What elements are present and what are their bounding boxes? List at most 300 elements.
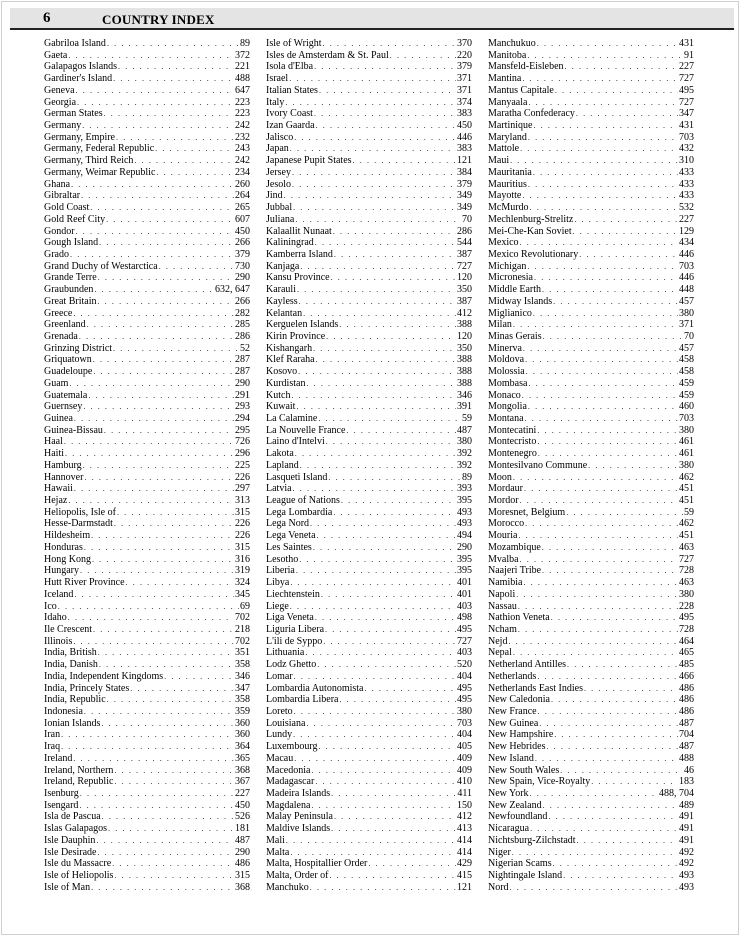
index-entry: [488, 729, 694, 741]
index-entry: [488, 683, 694, 695]
dot-leader: [284, 190, 456, 202]
entry-name: Middle Earth: [488, 284, 542, 296]
dot-leader: [293, 729, 456, 741]
dot-leader: [579, 249, 678, 261]
dot-leader: [334, 811, 456, 823]
entry-name: Georgia: [44, 96, 77, 108]
entry-page-number: 358: [235, 694, 250, 706]
index-entry: [44, 765, 250, 777]
entry-name: Ile Crescent: [44, 623, 93, 635]
entry-name: Maldive Islands: [266, 823, 331, 835]
entry-page-number: 493: [679, 870, 694, 882]
index-entry: [266, 729, 472, 741]
entry-page-number: 410: [457, 776, 472, 788]
entry-page-number: 315: [235, 506, 250, 518]
dot-leader: [323, 38, 456, 50]
entry-page-number: 532: [679, 202, 694, 214]
entry-name: Mali: [266, 834, 285, 846]
dot-leader: [112, 858, 234, 870]
entry-name: Mongolia: [488, 401, 527, 413]
entry-name: Isle of Heliopolis: [44, 870, 114, 882]
dot-leader: [311, 765, 456, 777]
dot-leader: [300, 460, 456, 472]
entry-name: Micronesia: [488, 272, 533, 284]
entry-name: Hutt River Province: [44, 577, 125, 589]
entry-name: Iceland: [44, 588, 74, 600]
entry-name: Kamberra Island: [266, 248, 333, 260]
dot-leader: [61, 729, 234, 741]
dot-leader: [528, 179, 678, 191]
entry-name: Nicaragua: [488, 823, 530, 835]
index-entry: [44, 589, 250, 601]
entry-name: Manyaala: [488, 96, 528, 108]
dot-leader: [65, 448, 234, 460]
entry-page-number: 70: [462, 213, 472, 225]
entry-name: Lithuania: [266, 647, 305, 659]
index-entry: [266, 261, 472, 273]
entry-page-number: 393: [457, 483, 472, 495]
entry-page-number: 486: [679, 682, 694, 694]
dot-leader: [108, 823, 234, 835]
entry-page-number: 395: [457, 565, 472, 577]
entry-page-number: 488, 704: [659, 788, 694, 799]
index-entry: [44, 706, 250, 718]
index-entry: [44, 554, 250, 566]
dot-leader: [91, 882, 234, 894]
entry-page-number: 459: [679, 377, 694, 389]
index-entry: [44, 284, 250, 296]
entry-page-number: 226: [235, 518, 250, 530]
entry-page-number: 388: [457, 354, 472, 366]
entry-page-number: 387: [457, 295, 472, 307]
dot-leader: [94, 284, 214, 296]
index-entry: [266, 460, 472, 472]
dot-leader: [513, 472, 678, 484]
dot-leader: [518, 530, 678, 542]
entry-page-number: 371: [679, 319, 694, 331]
index-entry: [44, 132, 250, 144]
entry-name: Libya: [266, 577, 290, 589]
entry-page-number: 351: [235, 647, 250, 659]
entry-name: Isengard: [44, 799, 79, 811]
entry-name: Michigan: [488, 260, 527, 272]
dot-leader: [297, 284, 456, 296]
index-entry: [44, 331, 250, 343]
index-entry: [488, 823, 694, 835]
entry-page-number: 495: [457, 682, 472, 694]
entry-page-number: 429: [457, 858, 472, 870]
dot-leader: [97, 847, 234, 859]
entry-page-number: 607: [235, 213, 250, 225]
entry-page-number: 347: [679, 108, 694, 120]
index-entry: [266, 214, 472, 226]
entry-page-number: 401: [457, 577, 472, 589]
index-entry: [266, 425, 472, 437]
entry-page-number: 226: [235, 471, 250, 483]
index-entry: [266, 108, 472, 120]
entry-page-number: 434: [679, 237, 694, 249]
dot-leader: [331, 788, 456, 800]
dot-leader: [530, 788, 658, 800]
entry-page-number: 404: [457, 729, 472, 741]
index-entry: [266, 718, 472, 730]
entry-page-number: 388: [457, 366, 472, 378]
entry-page-number: 392: [457, 459, 472, 471]
dot-leader: [548, 811, 678, 823]
entry-page-number: 91: [684, 49, 694, 61]
entry-name: Greece: [44, 307, 73, 319]
index-entry: [44, 108, 250, 120]
dot-leader: [339, 694, 456, 706]
entry-page-number: 433: [679, 166, 694, 178]
dot-leader: [365, 683, 457, 695]
index-entry: [266, 436, 472, 448]
index-entry: [266, 97, 472, 109]
entry-name: Montana: [488, 413, 524, 424]
dot-leader: [101, 718, 234, 730]
dot-leader: [114, 776, 234, 788]
entry-page-number: 349: [457, 202, 472, 214]
entry-name: Louisiana: [266, 717, 306, 729]
dot-leader: [533, 308, 678, 320]
index-entry: [488, 132, 694, 144]
dot-leader: [523, 343, 678, 355]
index-entry: [44, 823, 250, 835]
entry-page-number: 465: [679, 647, 694, 659]
dot-leader: [390, 50, 456, 62]
dot-leader: [130, 683, 234, 695]
entry-name: Gabriloa Island: [44, 38, 106, 49]
index-entry: [488, 577, 694, 589]
dot-leader: [155, 143, 234, 155]
dot-leader: [306, 718, 456, 730]
entry-page-number: 243: [235, 143, 250, 155]
dot-leader: [76, 226, 234, 238]
entry-page-number: 290: [235, 377, 250, 389]
dot-leader: [512, 847, 678, 859]
index-entry: [266, 647, 472, 659]
entry-page-number: 383: [457, 143, 472, 155]
dot-leader: [341, 495, 456, 507]
entry-page-number: 392: [457, 448, 472, 460]
dot-leader: [368, 858, 456, 870]
index-entry: [488, 612, 694, 624]
entry-name: Mouria: [488, 530, 518, 542]
entry-page-number: 285: [235, 319, 250, 331]
entry-name: Nassau: [488, 600, 517, 612]
entry-name: New Hebrides: [488, 741, 546, 753]
dot-leader: [346, 425, 456, 437]
entry-page-number: 120: [457, 272, 472, 284]
dot-leader: [310, 882, 456, 894]
dot-leader: [533, 120, 678, 132]
entry-page-number: 380: [679, 588, 694, 600]
entry-name: Gondor: [44, 225, 75, 237]
entry-name: Madeira Islands: [266, 788, 331, 799]
entry-name: Lakota: [266, 448, 294, 460]
entry-name: Latvia: [266, 483, 292, 495]
index-entry: [44, 366, 250, 378]
entry-page-number: 451: [679, 483, 694, 495]
entry-page-number: 218: [235, 623, 250, 635]
dot-leader: [510, 882, 678, 894]
dot-leader: [537, 671, 678, 683]
entry-name: Germany, Empire: [44, 131, 115, 143]
dot-leader: [508, 636, 678, 648]
entry-name: Islas Galapagos: [44, 823, 108, 835]
dot-leader: [68, 612, 234, 624]
entry-page-number: 89: [462, 471, 472, 483]
entry-name: Ionian Islands: [44, 717, 101, 729]
entry-name: Kanjaga: [266, 260, 300, 272]
index-entry: [266, 495, 472, 507]
index-entry: [266, 518, 472, 530]
dot-leader: [295, 214, 461, 226]
dot-leader: [293, 202, 456, 214]
dot-leader: [334, 249, 456, 261]
entry-page-number: 491: [679, 834, 694, 846]
dot-leader: [79, 331, 234, 343]
entry-name: Lega Veneta: [266, 530, 316, 542]
entry-page-number: 313: [235, 495, 250, 507]
entry-name: L'ili de Syppo: [266, 635, 323, 647]
dot-leader: [353, 155, 456, 167]
index-entry: [488, 343, 694, 355]
entry-name: Kirin Province: [266, 330, 326, 342]
page-title: COUNTRY INDEX: [102, 12, 215, 27]
entry-page-number: 487: [235, 834, 250, 846]
entry-page-number: 432: [679, 143, 694, 155]
entry-name: Netherlands: [488, 670, 537, 682]
entry-page-number: 498: [457, 612, 472, 624]
entry-page-number: 59: [684, 506, 694, 518]
index-entry: [44, 741, 250, 753]
entry-name: Macau: [266, 752, 294, 764]
index-entry: [44, 495, 250, 507]
dot-leader: [317, 530, 456, 542]
entry-name: Mauritania: [488, 166, 532, 178]
entry-page-number: 379: [457, 178, 472, 190]
entry-name: Lasqueti Island: [266, 471, 328, 483]
entry-name: Nightingale Island: [488, 870, 563, 882]
dot-leader: [554, 729, 678, 741]
index-entry: [266, 167, 472, 179]
entry-name: Kerguelen Islands: [266, 319, 339, 331]
entry-page-number: 730: [235, 260, 250, 272]
dot-leader: [313, 343, 456, 355]
dot-leader: [326, 331, 456, 343]
entry-name: Laino d'Intelvi: [266, 436, 325, 448]
dot-leader: [525, 518, 678, 530]
dot-leader: [321, 589, 456, 601]
entry-name: Germany, Federal Republic: [44, 143, 155, 155]
index-entry: [44, 636, 250, 648]
dot-leader: [290, 577, 456, 589]
index-entry: [488, 226, 694, 238]
index-entry: [266, 870, 472, 882]
entry-name: Liguria Libera: [266, 623, 325, 635]
entry-name: New Zealand: [488, 799, 542, 811]
entry-name: Minerva: [488, 342, 522, 354]
entry-page-number: 287: [235, 354, 250, 366]
entry-name: Isle du Massacre: [44, 858, 112, 870]
entry-page-number: 451: [679, 530, 694, 542]
dot-leader: [98, 272, 234, 284]
entry-name: Hildesheim: [44, 530, 91, 542]
dot-leader: [584, 683, 678, 695]
entry-page-number: 223: [235, 96, 250, 108]
entry-name: Jalisco: [266, 131, 294, 143]
dot-leader: [525, 354, 678, 366]
dot-leader: [290, 847, 456, 859]
dot-leader: [114, 870, 234, 882]
entry-page-number: 409: [457, 752, 472, 764]
dot-leader: [339, 319, 456, 331]
dot-leader: [319, 85, 456, 97]
entry-page-number: 290: [457, 541, 472, 553]
dot-leader: [299, 554, 456, 566]
index-entry: [44, 226, 250, 238]
entry-page-number: 485: [679, 659, 694, 671]
entry-page-number: 412: [457, 811, 472, 823]
entry-name: Germany, Third Reich: [44, 155, 134, 167]
dot-leader: [81, 190, 234, 202]
entry-page-number: 466: [679, 670, 694, 682]
dot-leader: [563, 870, 678, 882]
entry-page-number: 242: [235, 120, 250, 132]
entry-page-number: 431: [679, 120, 694, 132]
index-entry: [488, 835, 694, 847]
entry-page-number: 384: [457, 166, 472, 178]
index-column-1: [44, 38, 250, 893]
index-entry: [44, 272, 250, 284]
index-column-2: [266, 38, 472, 893]
dot-leader: [80, 565, 234, 577]
index-entry: [266, 237, 472, 249]
entry-page-number: 70: [684, 330, 694, 342]
index-entry: [44, 85, 250, 97]
index-entry: [266, 366, 472, 378]
entry-page-number: 291: [235, 389, 250, 401]
dot-leader: [294, 671, 456, 683]
index-entry: [488, 800, 694, 812]
entry-name: Netherland Antilles: [488, 659, 567, 671]
index-entry: [488, 624, 694, 636]
entry-name: McMurdo: [488, 202, 529, 214]
page-number: 6: [43, 10, 51, 26]
index-entry: [266, 284, 472, 296]
index-entry: [44, 518, 250, 530]
entry-page-number: 431: [679, 38, 694, 49]
entry-page-number: 69: [240, 600, 250, 612]
entry-name: Lesotho: [266, 553, 299, 565]
dot-leader: [528, 401, 678, 413]
entry-name: League of Nations: [266, 495, 340, 507]
dot-leader: [292, 179, 456, 191]
entry-page-number: 223: [235, 108, 250, 120]
index-entry: [44, 729, 250, 741]
index-entry: [44, 401, 250, 413]
entry-name: Magdalena: [266, 799, 311, 811]
entry-page-number: 495: [457, 694, 472, 706]
index-entry: [266, 272, 472, 284]
entry-name: Mauritius: [488, 178, 527, 190]
index-entry: [44, 647, 250, 659]
entry-name: Malta, Hospitallier Order: [266, 858, 368, 870]
entry-page-number: 371: [457, 73, 472, 85]
dot-leader: [69, 378, 234, 390]
index-entry: [488, 448, 694, 460]
index-entry: [44, 120, 250, 132]
entry-page-number: 460: [679, 401, 694, 413]
entry-name: Nigerian Scams: [488, 858, 552, 870]
index-entry: [44, 143, 250, 155]
dot-leader: [326, 436, 456, 448]
dot-leader: [92, 554, 234, 566]
entry-page-number: 370: [457, 38, 472, 49]
entry-name: Hong Kong: [44, 553, 91, 565]
entry-name: Naajeri Tribe: [488, 565, 542, 577]
entry-page-number: 450: [235, 799, 250, 811]
index-entry: [266, 202, 472, 214]
dot-leader: [315, 612, 456, 624]
entry-name: India, Danish: [44, 659, 98, 671]
index-entry: [44, 202, 250, 214]
dot-leader: [107, 38, 239, 50]
entry-page-number: 46: [684, 764, 694, 776]
dot-leader: [116, 132, 234, 144]
entry-page-number: 242: [235, 155, 250, 167]
entry-name: Haal: [44, 436, 63, 448]
entry-name: Mordaur: [488, 483, 523, 495]
index-entry: [44, 565, 250, 577]
entry-page-number: 462: [679, 471, 694, 483]
dot-leader: [522, 190, 678, 202]
index-entry: [44, 261, 250, 273]
entry-page-number: 403: [457, 600, 472, 612]
entry-name: Liga Veneta: [266, 612, 314, 624]
entry-page-number: 52: [240, 342, 250, 354]
entry-page-number: 347: [235, 682, 250, 694]
index-entry: [266, 858, 472, 870]
entry-page-number: 221: [235, 61, 250, 73]
dot-leader: [551, 612, 678, 624]
entry-page-number: 412: [457, 307, 472, 319]
index-entry: [44, 800, 250, 812]
entry-page-number: 411: [457, 788, 472, 799]
index-entry: [44, 835, 250, 847]
entry-page-number: 226: [235, 530, 250, 542]
index-entry: [44, 858, 250, 870]
entry-name: Namibia: [488, 577, 523, 589]
dot-leader: [84, 472, 234, 484]
index-entry: [44, 577, 250, 589]
entry-name: Manitoba: [488, 49, 527, 61]
dot-leader: [316, 354, 456, 366]
index-entry: [266, 120, 472, 132]
entry-page-number: 488: [679, 752, 694, 764]
entry-page-number: 544: [457, 237, 472, 249]
index-entry: [44, 354, 250, 366]
entry-page-number: 395: [457, 495, 472, 507]
dot-leader: [510, 155, 678, 167]
entry-name: Niger: [488, 846, 511, 858]
index-entry: [266, 835, 472, 847]
entry-page-number: 489: [679, 799, 694, 811]
entry-name: Lega Nord: [266, 518, 310, 530]
entry-page-number: 294: [235, 413, 250, 424]
entry-page-number: 349: [457, 190, 472, 202]
